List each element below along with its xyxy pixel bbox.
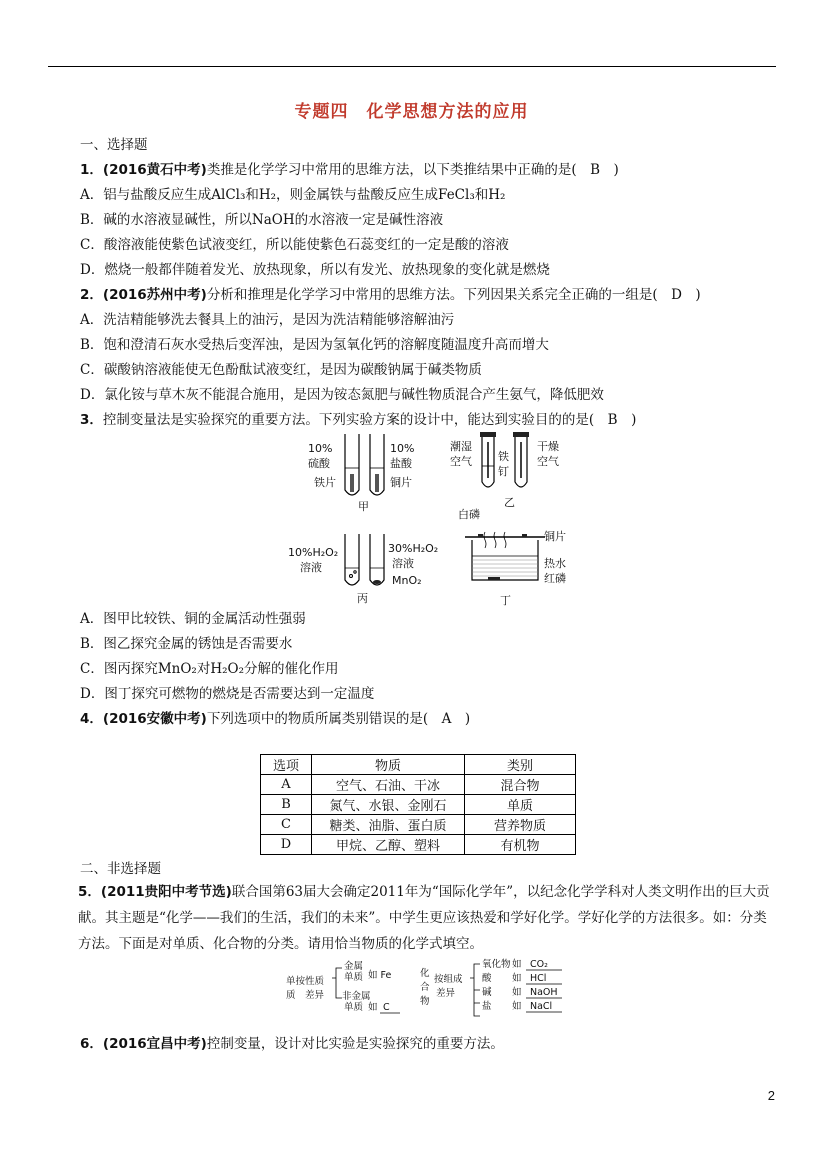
label-hydrochloric-acid: 盐酸: [390, 457, 412, 470]
label-solution-left: 溶液: [300, 561, 322, 574]
question-6: [80, 1035, 504, 1053]
question-5: [78, 879, 778, 957]
table-cell: 空气、石油、干冰: [312, 775, 465, 795]
table-cell: D: [261, 835, 312, 855]
question-2: [80, 286, 701, 304]
label-bing: 丙: [357, 592, 368, 605]
question-number: 1．: [80, 162, 103, 178]
question-stem: 下列选项中的物质所属类别错误的是( A ): [206, 711, 471, 727]
label-metal-example: 如 Fe: [368, 970, 392, 981]
label-compound-3: 物: [420, 996, 430, 1007]
question-number: 2．: [80, 287, 103, 303]
question-stem: 控制变量，设计对比实验是实验探究的重要方法。: [206, 1036, 504, 1052]
table-header: 类别: [465, 755, 576, 775]
label-10pct-h2o2: 10%H₂O₂: [288, 546, 339, 559]
q3-option-d: D．图丁探究可燃物的燃烧是否需要达到一定温度: [80, 686, 375, 702]
figure-ding: [458, 507, 566, 607]
label-ru: 如: [512, 987, 522, 998]
label-metal-simple: 单质: [344, 972, 364, 983]
table-header: 物质: [312, 755, 465, 775]
q2-option-b: B．饱和澄清石灰水受热后变浑浊，是因为氢氧化钙的溶解度随温度升高而增大: [80, 337, 549, 353]
label-copper-sheet: 铜片: [390, 476, 412, 489]
label-jia: 甲: [358, 500, 369, 513]
table-cell: B: [261, 795, 312, 815]
label-property-diff: 质 差异: [286, 990, 325, 1001]
label-salt: 盐: [482, 1001, 492, 1012]
table-row: [261, 775, 576, 795]
figure-jia: [308, 434, 414, 513]
label-nonmetal-prefix: 如: [368, 1002, 378, 1013]
label-10pct-sulfuric: 10%: [308, 442, 333, 455]
table-cell: 甲烷、乙醇、塑料: [312, 835, 465, 855]
label-sulfuric-acid: 硫酸: [308, 457, 330, 470]
answer-acid: HCl: [530, 973, 547, 984]
label-nail: 钉: [498, 465, 509, 478]
answer-nonmetal: C: [383, 1002, 390, 1013]
section-heading-nonchoice: 二、非选择题: [80, 861, 161, 877]
table-row: [261, 795, 576, 815]
question-stem: 分析和推理是化学学习中常用的思维方法。下列因果关系完全正确的一组是( D ): [206, 287, 701, 303]
q1-option-a: A．铝与盐酸反应生成AlCl₃和H₂，则金属铁与盐酸反应生成FeCl₃和H₂: [80, 187, 506, 203]
table-cell: 单质: [465, 795, 576, 815]
question-source: (2016黄石中考): [102, 162, 207, 178]
label-ding: 丁: [500, 594, 511, 607]
label-nonmetal-simple: 单质: [344, 1002, 364, 1013]
label-red-phosphorus: 红磷: [544, 572, 566, 585]
table-cell: 营养物质: [465, 815, 576, 835]
question-source: (2011贵阳中考节选): [100, 884, 232, 900]
classification-diagram: [286, 958, 576, 1024]
table-cell: A: [261, 775, 312, 795]
label-metal: 金属: [344, 961, 364, 972]
label-humid: 潮湿: [450, 440, 472, 453]
substance-category-table: [260, 754, 576, 855]
page-title: 专题四 化学思想方法的应用: [294, 102, 529, 122]
label-base: 碱: [482, 987, 492, 998]
question-1: [80, 161, 619, 179]
table-cell: C: [261, 815, 312, 835]
q1-option-d: D．燃烧一般都伴随着发光、放热现象，所以有发光、放热现象的变化就是燃烧: [80, 262, 550, 278]
question-source: (2016安徽中考): [102, 711, 207, 727]
q2-option-d: D．氯化铵与草木灰不能混合施用，是因为铵态氮肥与碱性物质混合产生氨气，降低肥效: [80, 387, 604, 403]
answer-oxide: CO₂: [530, 959, 548, 970]
label-oxide: 氧化物: [482, 959, 511, 970]
label-ru: 如: [512, 973, 522, 984]
label-10pct-hydrochloric: 10%: [390, 442, 415, 455]
question-3: [80, 411, 636, 429]
label-ru: 如: [512, 959, 522, 970]
header-rule: [48, 66, 776, 67]
label-hot-water: 热水: [544, 557, 566, 570]
question-source: (2016苏州中考): [102, 287, 207, 303]
label-nonmetal: 非金属: [342, 991, 371, 1002]
question-4: [80, 710, 470, 728]
question-source: (2016宜昌中考): [102, 1036, 207, 1052]
table-header-row: [261, 755, 576, 775]
label-compound-2: 合: [420, 982, 430, 993]
question-stem: 类推是化学学习中常用的思维方法，以下类推结果中正确的是( B ): [206, 162, 619, 178]
label-white-phosphorus: 白磷: [458, 508, 480, 521]
question-number: 6．: [80, 1036, 103, 1052]
answer-base: NaOH: [530, 987, 558, 998]
label-iron-sheet: 铁片: [314, 476, 336, 489]
experiment-figure: [288, 430, 590, 610]
question-stem: 控制变量法是实验探究的重要方法。下列实验方案的设计中，能达到实验目的的是( B ): [102, 412, 637, 428]
table-cell: 有机物: [465, 835, 576, 855]
q1-option-c: C．酸溶液能使紫色试液变红，所以能使紫色石蕊变红的一定是酸的溶液: [80, 237, 509, 253]
answer-salt: NaCl: [530, 1001, 553, 1012]
page-number: 2: [767, 1088, 775, 1103]
label-by-composition: 按组成: [434, 974, 463, 985]
q3-option-b: B．图乙探究金属的锈蚀是否需要水: [80, 636, 293, 652]
label-iron: 铁: [498, 450, 509, 463]
label-acid: 酸: [482, 973, 492, 984]
table-cell: 氮气、水银、金刚石: [312, 795, 465, 815]
label-dry: 干燥: [537, 440, 559, 453]
question-number: 5．: [78, 884, 101, 900]
table-row: [261, 815, 576, 835]
q3-option-a: A．图甲比较铁、铜的金属活动性强弱: [80, 611, 306, 627]
label-ru: 如: [512, 1001, 522, 1012]
question-number: 3．: [80, 412, 103, 428]
q1-option-b: B．碱的水溶液显碱性，所以NaOH的水溶液一定是碱性溶液: [80, 212, 444, 228]
label-compound-1: 化: [420, 968, 430, 979]
label-composition-diff: 差异: [436, 988, 456, 999]
label-solution-right: 溶液: [392, 557, 414, 570]
figure-yi: [450, 432, 559, 509]
label-yi: 乙: [504, 496, 515, 509]
label-mno2: MnO₂: [392, 574, 422, 587]
label-air-humid: 空气: [450, 455, 472, 468]
q2-option-a: A．洗洁精能够洗去餐具上的油污，是因为洗洁精能够溶解油污: [80, 312, 455, 328]
table-row: [261, 835, 576, 855]
figure-bing: [288, 534, 438, 605]
question-number: 4．: [80, 711, 103, 727]
label-30pct-h2o2: 30%H₂O₂: [388, 542, 439, 555]
label-air-dry: 空气: [537, 455, 559, 468]
label-copper-plate: 铜片: [544, 530, 566, 543]
section-heading-choice: 一、选择题: [80, 137, 148, 153]
table-cell: 糖类、油脂、蛋白质: [312, 815, 465, 835]
label-by-property: 单按性质: [286, 976, 325, 987]
question-stem: 联合国第63届大会确定2011年为“国际化学年”，以纪念化学学科对人类文明作出的巨大贡献。其主题是“化学——我们的生活，我们的未来”。中学生更应该热爱和学好化学。学好化学的方法很多。如：分类方法。下面是对单质、化合物的分类。请用恰当物质的化学式填空。: [78, 884, 770, 952]
table-cell: 混合物: [465, 775, 576, 795]
table-header: 选项: [261, 755, 312, 775]
q3-option-c: C．图丙探究MnO₂对H₂O₂分解的催化作用: [80, 661, 339, 677]
q2-option-c: C．碳酸钠溶液能使无色酚酞试液变红，是因为碳酸钠属于碱类物质: [80, 362, 482, 378]
